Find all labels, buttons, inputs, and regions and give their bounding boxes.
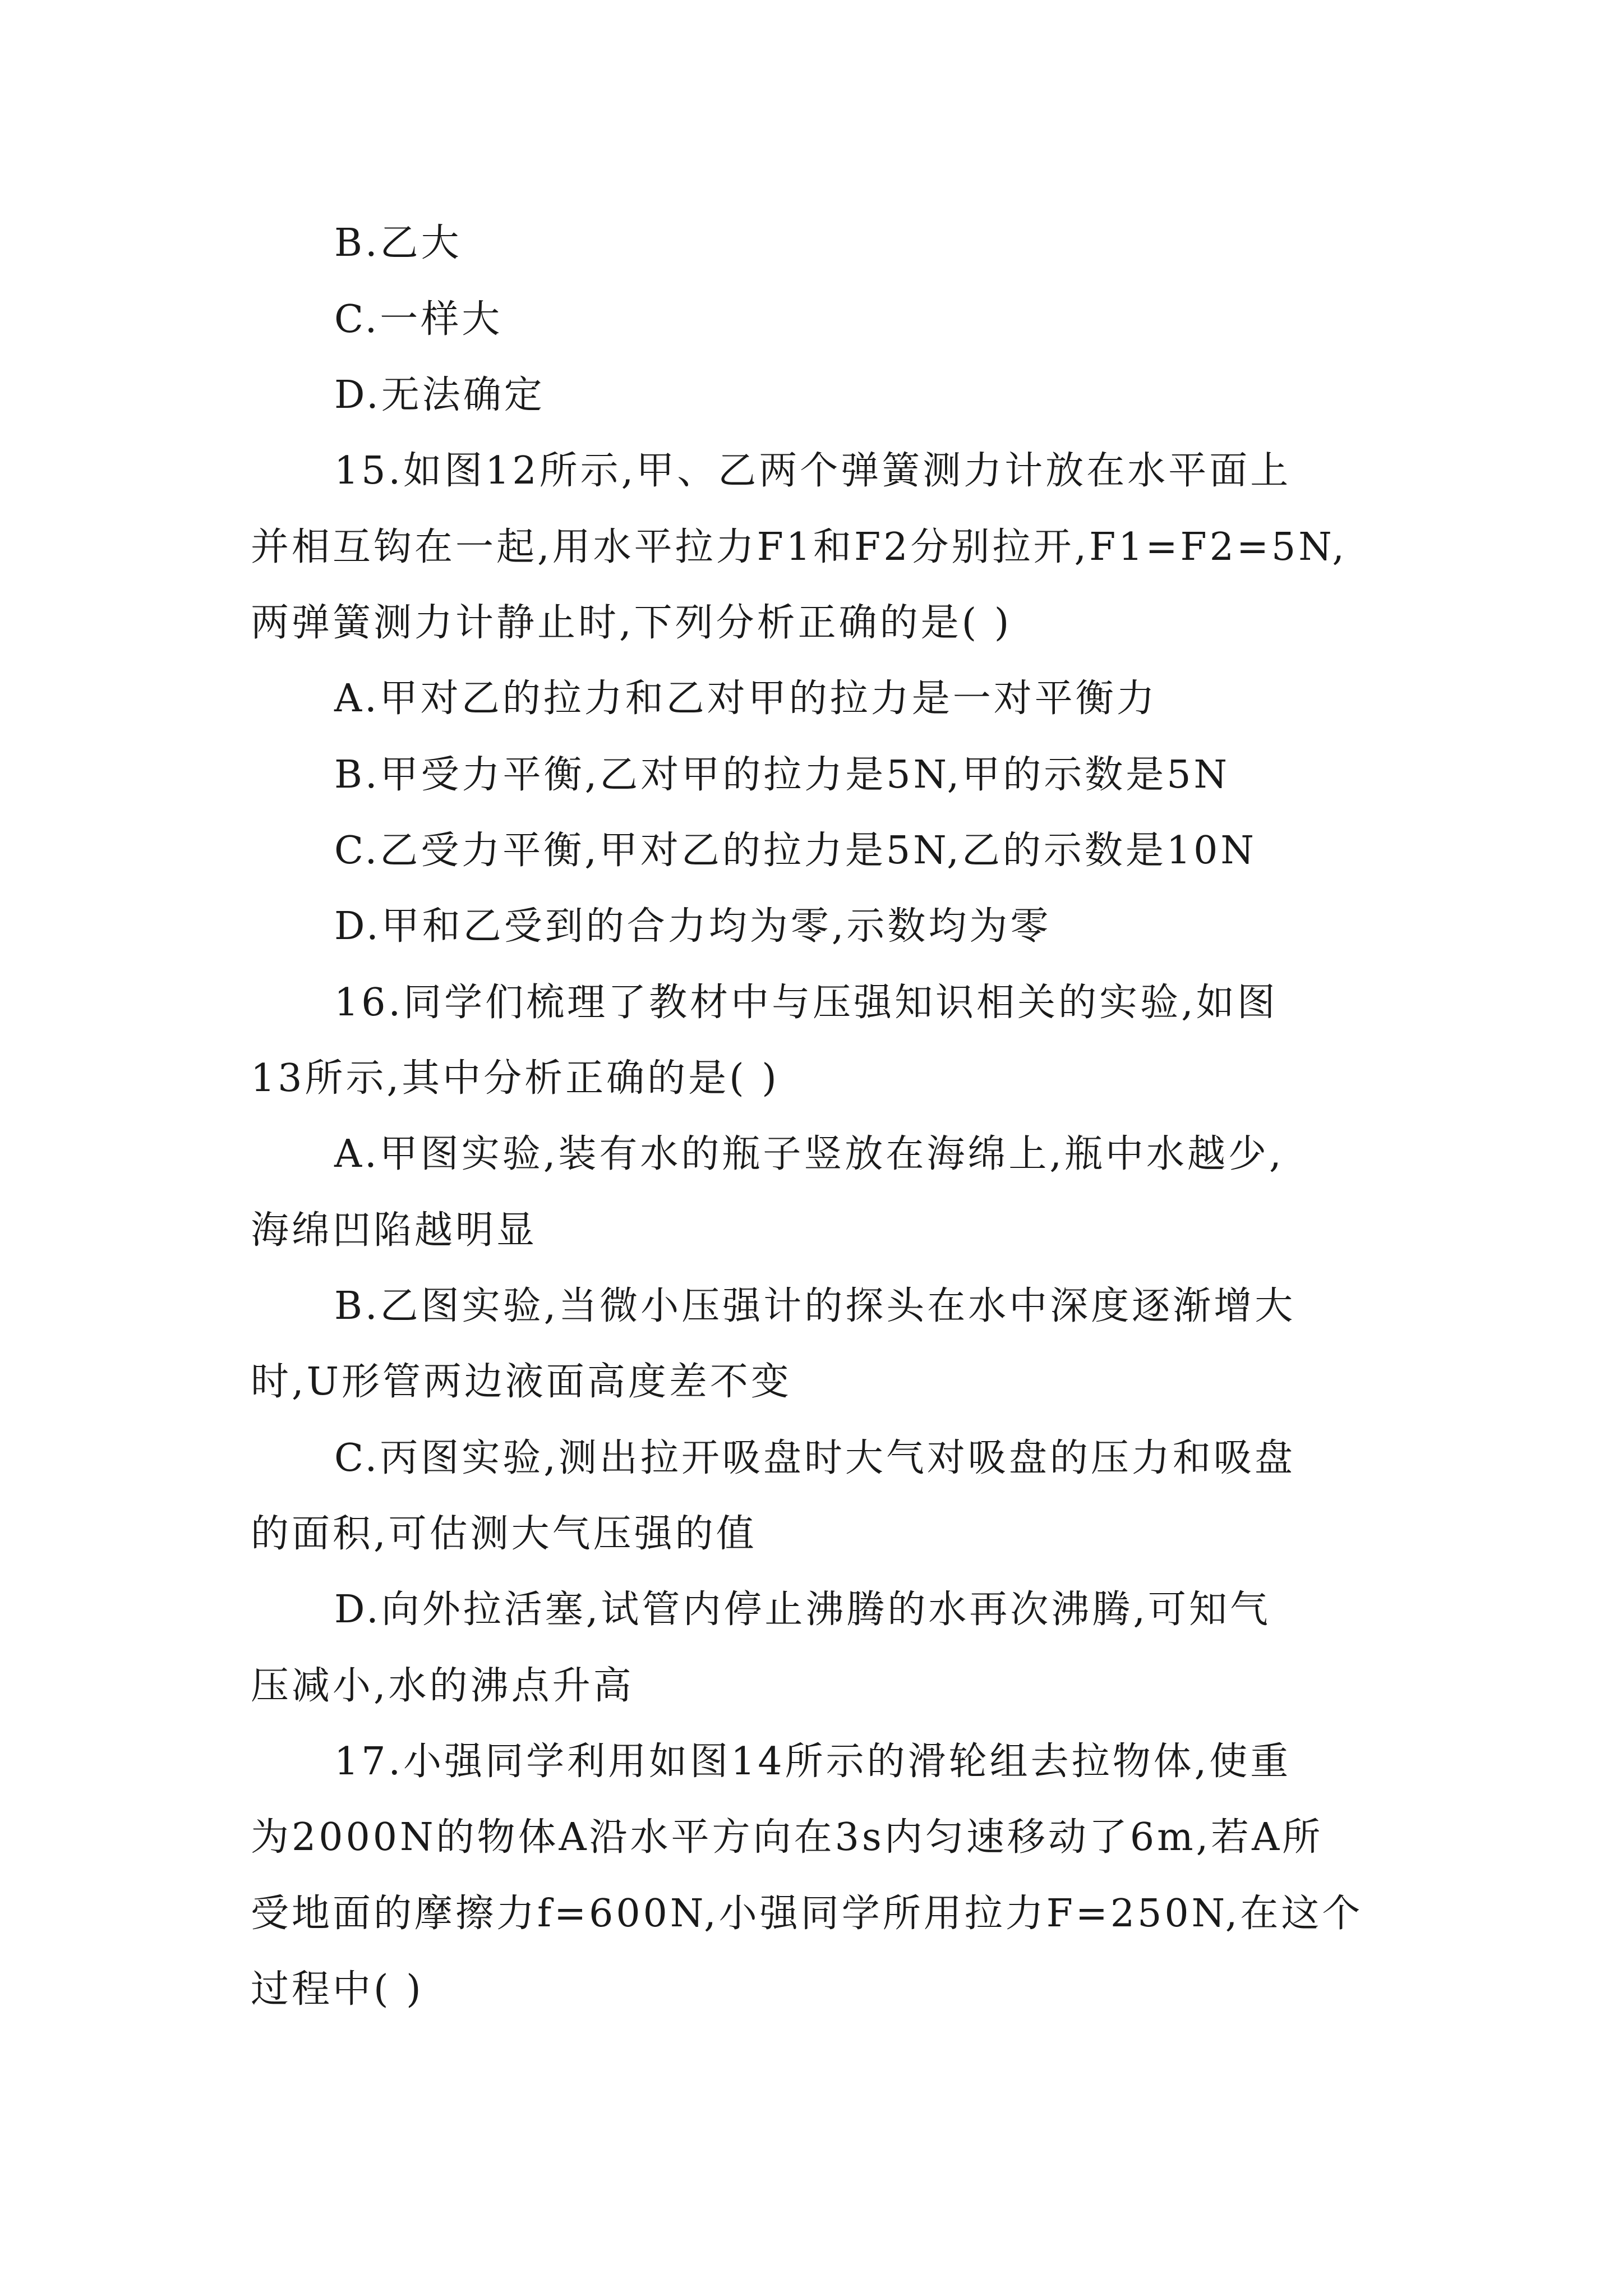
option-16-c-line-1: C.丙图实验,测出拉开吸盘时大气对吸盘的压力和吸盘 [334, 1436, 1295, 1480]
option-14-b: B.乙大 [334, 221, 462, 265]
question-15-line-2: 并相互钩在一起,用水平拉力F1和F2分别拉开,F1=F2=5N, [251, 525, 1347, 569]
question-17-line-3: 受地面的摩擦力f=600N,小强同学所用拉力F=250N,在这个 [251, 1892, 1363, 1936]
option-16-a-line-1: A.甲图实验,装有水的瓶子竖放在海绵上,瓶中水越少, [334, 1132, 1284, 1176]
question-17-line-4: 过程中( ) [251, 1967, 424, 2012]
question-15-line-3: 两弹簧测力计静止时,下列分析正确的是( ) [251, 601, 1012, 645]
question-17-line-1: 17.小强同学利用如图14所示的滑轮组去拉物体,使重 [334, 1740, 1292, 1784]
option-14-c: C.一样大 [334, 297, 503, 342]
option-16-b-line-1: B.乙图实验,当微小压强计的探头在水中深度逐渐增大 [334, 1284, 1296, 1328]
option-15-d: D.甲和乙受到的合力均为零,示数均为零 [334, 904, 1052, 949]
option-15-c: C.乙受力平衡,甲对乙的拉力是5N,乙的示数是10N [334, 829, 1257, 873]
option-16-c-line-2: 的面积,可估测大气压强的值 [251, 1512, 757, 1556]
question-16-line-2: 13所示,其中分析正确的是( ) [251, 1056, 780, 1101]
question-17-line-2: 为2000N的物体A沿水平方向在3s内匀速移动了6m,若A所 [251, 1815, 1324, 1860]
option-16-a-line-2: 海绵凹陷越明显 [251, 1208, 538, 1253]
question-15-line-1: 15.如图12所示,甲、乙两个弹簧测力计放在水平面上 [334, 449, 1292, 493]
option-14-d: D.无法确定 [334, 373, 545, 417]
option-16-d-line-2: 压减小,水的沸点升高 [251, 1664, 634, 1708]
option-16-b-line-2: 时,U形管两边液面高度差不变 [251, 1360, 792, 1404]
option-15-b: B.甲受力平衡,乙对甲的拉力是5N,甲的示数是5N [334, 753, 1230, 797]
option-15-a: A.甲对乙的拉力和乙对甲的拉力是一对平衡力 [334, 677, 1158, 721]
question-16-line-1: 16.同学们梳理了教材中与压强知识相关的实验,如图 [334, 981, 1278, 1025]
option-16-d-line-1: D.向外拉活塞,试管内停止沸腾的水再次沸腾,可知气 [334, 1588, 1271, 1632]
